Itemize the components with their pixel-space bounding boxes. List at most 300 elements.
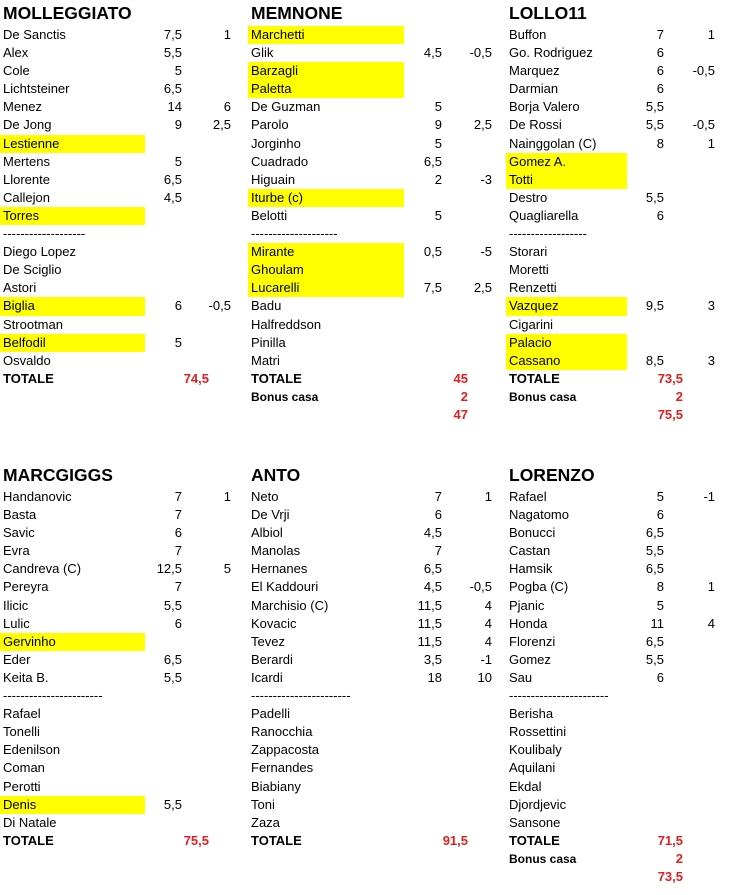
bonus-value: 2	[675, 850, 683, 866]
player-row	[248, 759, 498, 777]
player-row	[506, 116, 742, 134]
player-name: -------------------	[3, 226, 86, 242]
player-vote: 4,5	[163, 189, 182, 205]
player-vote: 8	[656, 135, 664, 151]
player-row	[506, 26, 742, 44]
player-vote: 6,5	[163, 651, 182, 667]
player-row	[248, 542, 498, 560]
total-value: 91,5	[442, 832, 468, 848]
player-row	[248, 687, 498, 705]
player-vote: 0,5	[423, 244, 442, 260]
player-row	[248, 153, 498, 171]
player-row	[0, 334, 250, 352]
team-name: MARCGIGGS	[3, 465, 113, 485]
player-name: Biabiany	[251, 778, 301, 794]
player-vote: 14	[167, 99, 182, 115]
player-row	[0, 189, 250, 207]
player-row	[0, 44, 250, 62]
player-name: Padelli	[251, 706, 291, 722]
bonus-row	[506, 388, 742, 406]
player-bonus: 4	[484, 633, 492, 649]
player-vote: 5	[656, 489, 664, 504]
player-row	[0, 705, 250, 723]
player-row	[0, 814, 250, 832]
total-value: 45	[453, 370, 468, 386]
player-vote: 6,5	[423, 153, 442, 169]
player-name: Berisha	[509, 706, 554, 722]
player-bonus: -1	[703, 489, 715, 504]
player-bonus: 1	[707, 579, 715, 595]
player-vote: 7,5	[423, 280, 442, 296]
player-name: Quagliarella	[509, 207, 579, 223]
player-vote: 8,5	[645, 352, 664, 368]
player-vote: 5	[174, 334, 182, 350]
player-row	[0, 153, 250, 171]
player-bonus: 1	[707, 27, 715, 42]
player-name: Go. Rodriguez	[509, 45, 593, 61]
final-total-row	[248, 406, 498, 424]
player-row	[0, 243, 250, 261]
player-row	[506, 524, 742, 542]
player-vote: 6	[174, 615, 182, 631]
player-row	[506, 189, 742, 207]
total-value: 74,5	[183, 370, 209, 386]
player-name: Zaza	[251, 814, 280, 830]
player-name: Savic	[3, 525, 35, 541]
player-name: Llorente	[3, 171, 50, 187]
player-name: Candreva (C)	[3, 561, 82, 577]
player-vote: 5	[434, 99, 442, 115]
player-name: Marchetti	[251, 27, 305, 42]
player-name: Ilicic	[3, 597, 29, 613]
player-row	[248, 814, 498, 832]
player-row	[506, 578, 742, 596]
player-name: Paletta	[251, 81, 292, 97]
final-total-row	[506, 406, 742, 424]
player-row	[0, 135, 250, 153]
player-row	[248, 279, 498, 297]
player-row	[0, 80, 250, 98]
player-name: El Kaddouri	[251, 579, 319, 595]
player-row	[506, 741, 742, 759]
total-label: TOTALE	[251, 832, 302, 848]
player-name: Ekdal	[509, 778, 542, 794]
total-label: TOTALE	[509, 370, 560, 386]
player-vote: 6,5	[423, 561, 442, 577]
player-row	[0, 651, 250, 669]
total-row	[0, 370, 250, 388]
player-row	[0, 796, 250, 814]
final-total-row	[506, 868, 742, 886]
player-name: Ranocchia	[251, 724, 313, 740]
player-vote: 5,5	[163, 796, 182, 812]
player-name: Fernandes	[251, 760, 314, 776]
player-name: Koulibaly	[509, 742, 562, 758]
player-row	[506, 171, 742, 189]
player-row	[248, 524, 498, 542]
player-vote: 5	[434, 135, 442, 151]
player-name: Gomez A.	[509, 153, 567, 169]
player-row	[506, 243, 742, 261]
player-name: Florenzi	[509, 633, 556, 649]
player-vote: 5,5	[645, 99, 664, 115]
player-vote: 6	[434, 507, 442, 523]
player-name: Toni	[251, 796, 275, 812]
player-row	[0, 98, 250, 116]
player-row	[248, 171, 498, 189]
player-name: Belotti	[251, 207, 288, 223]
player-name: Badu	[251, 298, 282, 314]
player-name: Di Natale	[3, 814, 57, 830]
player-vote: 6	[656, 81, 664, 97]
player-vote: 7	[434, 489, 442, 504]
player-row	[248, 80, 498, 98]
player-name: -----------------------	[509, 688, 609, 704]
player-row	[506, 633, 742, 651]
player-row	[0, 207, 250, 225]
player-row	[0, 225, 250, 243]
player-row	[248, 705, 498, 723]
player-row	[248, 741, 498, 759]
player-row	[0, 506, 250, 524]
player-row	[0, 560, 250, 578]
player-name: --------------------	[251, 226, 338, 242]
player-name: Callejon	[3, 189, 50, 205]
player-bonus: 5	[223, 561, 231, 577]
player-name: Renzetti	[509, 280, 557, 296]
player-row	[0, 352, 250, 370]
player-bonus: -0,5	[692, 63, 715, 79]
bonus-row	[506, 850, 742, 868]
player-name: De Rossi	[509, 117, 562, 133]
player-vote: 6	[656, 507, 664, 523]
player-row	[0, 279, 250, 297]
player-vote: 11,5	[417, 615, 442, 631]
player-name: De Jong	[3, 117, 52, 133]
player-bonus: -0,5	[692, 117, 715, 133]
player-bonus: 4	[484, 597, 492, 613]
player-name: Handanovic	[3, 489, 72, 504]
player-name: Ghoulam	[251, 262, 304, 278]
player-row	[506, 488, 742, 506]
player-bonus: 2,5	[212, 117, 231, 133]
player-bonus: 6	[223, 99, 231, 115]
player-name: De Vrji	[251, 507, 290, 523]
player-bonus: 1	[223, 27, 231, 42]
player-row	[0, 723, 250, 741]
player-name: Astori	[3, 280, 37, 296]
player-vote: 6	[656, 45, 664, 61]
player-name: Totti	[509, 171, 533, 187]
player-name: Marquez	[509, 63, 560, 79]
player-row	[506, 316, 742, 334]
player-row	[248, 560, 498, 578]
player-row	[0, 669, 250, 687]
player-row	[506, 796, 742, 814]
player-row	[0, 759, 250, 777]
player-row	[248, 651, 498, 669]
player-name: Aquilani	[509, 760, 556, 776]
player-bonus: -3	[480, 171, 492, 187]
player-name: Sansone	[509, 814, 561, 830]
player-name: Perotti	[3, 778, 41, 794]
player-row	[0, 116, 250, 134]
player-name: Coman	[3, 760, 45, 776]
player-row	[248, 334, 498, 352]
player-name: Pjanic	[509, 597, 545, 613]
player-vote: 5	[434, 207, 442, 223]
player-name: Matri	[251, 352, 280, 368]
player-name: Lucarelli	[251, 280, 300, 296]
player-vote: 5	[174, 63, 182, 79]
player-vote: 6,5	[645, 525, 664, 541]
player-name: Osvaldo	[3, 352, 51, 368]
player-name: Cole	[3, 63, 30, 79]
player-name: Lichtsteiner	[3, 81, 70, 97]
player-name: Djordjevic	[509, 796, 567, 812]
bonus-row	[248, 388, 498, 406]
player-name: Gervinho	[3, 633, 56, 649]
team-name: MEMNONE	[251, 3, 343, 23]
player-row	[0, 633, 250, 651]
total-label: TOTALE	[3, 370, 54, 386]
player-vote: 7	[174, 579, 182, 595]
player-row	[506, 297, 742, 315]
player-name: Keita B.	[3, 669, 49, 685]
player-row	[506, 261, 742, 279]
player-row	[506, 759, 742, 777]
player-vote: 6	[174, 298, 182, 314]
player-name: Jorginho	[251, 135, 301, 151]
player-bonus: -1	[480, 651, 492, 667]
total-row	[0, 832, 250, 850]
player-bonus: 1	[484, 489, 492, 504]
player-name: Rafael	[3, 706, 41, 722]
player-vote: 5,5	[645, 651, 664, 667]
player-name: Eder	[3, 651, 31, 667]
player-vote: 5	[174, 153, 182, 169]
player-row	[506, 560, 742, 578]
player-name: De Sciglio	[3, 262, 62, 278]
player-vote: 4,5	[423, 45, 442, 61]
player-name: Lulic	[3, 615, 30, 631]
final-total-value: 73,5	[657, 868, 683, 884]
player-row	[248, 26, 498, 44]
player-vote: 12,5	[156, 561, 182, 577]
player-vote: 4,5	[423, 579, 442, 595]
player-name: Castan	[509, 543, 551, 559]
player-name: -----------------------	[251, 688, 351, 704]
player-vote: 9	[434, 117, 442, 133]
player-name: Denis	[3, 796, 37, 812]
player-row	[0, 615, 250, 633]
team-name: LOLLO11	[509, 3, 587, 23]
player-row	[248, 225, 498, 243]
player-row	[506, 352, 742, 370]
bonus-value: 2	[460, 388, 468, 404]
player-vote: 7	[434, 543, 442, 559]
player-name: Evra	[3, 543, 30, 559]
player-vote: 8	[656, 579, 664, 595]
player-row	[248, 261, 498, 279]
player-name: Barzagli	[251, 63, 298, 79]
player-name: Parolo	[251, 117, 289, 133]
player-row	[506, 597, 742, 615]
player-bonus: 4	[484, 615, 492, 631]
team-name: MOLLEGGIATO	[3, 3, 132, 23]
player-row	[248, 615, 498, 633]
player-row	[506, 542, 742, 560]
player-name: Tevez	[251, 633, 285, 649]
player-vote: 9,5	[645, 298, 664, 314]
player-row	[506, 705, 742, 723]
total-value: 71,5	[657, 832, 683, 848]
player-row	[248, 243, 498, 261]
player-vote: 2	[434, 171, 442, 187]
player-vote: 5,5	[163, 597, 182, 613]
player-name: Menez	[3, 99, 43, 115]
player-vote: 7,5	[163, 27, 182, 42]
player-row	[506, 207, 742, 225]
player-name: Bonucci	[509, 525, 556, 541]
player-vote: 11,5	[417, 633, 442, 649]
bonus-label: Bonus casa	[509, 389, 577, 404]
player-row	[248, 597, 498, 615]
total-label: TOTALE	[3, 832, 54, 848]
player-vote: 4,5	[423, 525, 442, 541]
player-bonus: 3	[707, 352, 715, 368]
total-label: TOTALE	[251, 370, 302, 386]
player-name: Honda	[509, 615, 548, 631]
player-name: Sau	[509, 669, 533, 685]
player-row	[0, 297, 250, 315]
player-row	[506, 687, 742, 705]
player-name: Halfreddson	[251, 316, 322, 332]
player-vote: 5	[656, 597, 664, 613]
player-row	[248, 488, 498, 506]
player-name: Pereyra	[3, 579, 49, 595]
player-row	[248, 62, 498, 80]
player-name: Belfodil	[3, 334, 46, 350]
player-row	[0, 542, 250, 560]
player-list	[248, 488, 498, 850]
player-row	[0, 687, 250, 705]
player-name: Borja Valero	[509, 99, 580, 115]
player-row	[0, 524, 250, 542]
player-vote: 5,5	[645, 543, 664, 559]
player-vote: 6	[656, 669, 664, 685]
total-row	[506, 832, 742, 850]
player-row	[506, 651, 742, 669]
player-name: Moretti	[509, 262, 549, 278]
player-row	[506, 80, 742, 98]
player-vote: 6	[174, 525, 182, 541]
player-list	[248, 26, 498, 424]
total-row	[248, 832, 498, 850]
player-name: Mirante	[251, 244, 295, 260]
player-name: Torres	[3, 207, 40, 223]
player-vote: 11,5	[417, 597, 442, 613]
player-name: Zappacosta	[251, 742, 319, 758]
player-row	[248, 796, 498, 814]
player-name: Cigarini	[509, 316, 554, 332]
player-name: Kovacic	[251, 615, 297, 631]
player-name: Lestienne	[3, 135, 60, 151]
player-row	[248, 352, 498, 370]
player-row	[0, 261, 250, 279]
player-row	[0, 578, 250, 596]
player-bonus: 3	[707, 298, 715, 314]
player-name: Nainggolan (C)	[509, 135, 597, 151]
player-vote: 18	[427, 669, 442, 685]
total-value: 73,5	[657, 370, 683, 386]
player-list	[0, 488, 250, 850]
team-name: ANTO	[251, 465, 301, 485]
player-name: Biglia	[3, 298, 35, 314]
player-row	[248, 669, 498, 687]
player-name: Alex	[3, 45, 29, 61]
player-row	[0, 62, 250, 80]
player-row	[0, 171, 250, 189]
player-bonus: -0,5	[469, 579, 492, 595]
player-row	[506, 723, 742, 741]
player-name: -----------------------	[3, 688, 103, 704]
player-row	[248, 723, 498, 741]
player-row	[506, 62, 742, 80]
total-row	[506, 370, 742, 388]
player-vote: 7	[174, 489, 182, 504]
player-vote: 3,5	[423, 651, 442, 667]
player-vote: 7	[656, 27, 664, 42]
player-bonus: -0,5	[469, 45, 492, 61]
player-row	[248, 778, 498, 796]
player-list	[506, 488, 742, 886]
player-name: Destro	[509, 189, 548, 205]
player-name: Icardi	[251, 669, 283, 685]
player-name: Tonelli	[3, 724, 40, 740]
player-list	[506, 26, 742, 424]
player-vote: 5,5	[645, 189, 664, 205]
player-row	[248, 44, 498, 62]
player-name: Strootman	[3, 316, 63, 332]
final-total-value: 47	[453, 406, 468, 422]
player-name: De Guzman	[251, 99, 321, 115]
player-bonus: 1	[707, 135, 715, 151]
bonus-value: 2	[675, 388, 683, 404]
player-name: ------------------	[509, 226, 587, 242]
player-vote: 6,5	[645, 633, 664, 649]
player-vote: 6,5	[163, 81, 182, 97]
player-name: Pogba (C)	[509, 579, 569, 595]
player-row	[248, 297, 498, 315]
player-row	[506, 334, 742, 352]
player-row	[248, 189, 498, 207]
player-name: Darmian	[509, 81, 559, 97]
player-vote: 7	[174, 543, 182, 559]
player-row	[248, 207, 498, 225]
player-name: Basta	[3, 507, 37, 523]
player-row	[0, 741, 250, 759]
player-name: Rossettini	[509, 724, 567, 740]
player-name: Rafael	[509, 489, 547, 504]
player-name: Diego Lopez	[3, 244, 76, 260]
player-bonus: -5	[480, 244, 492, 260]
player-row	[0, 488, 250, 506]
player-vote: 5,5	[645, 117, 664, 133]
player-row	[0, 597, 250, 615]
player-vote: 6,5	[645, 561, 664, 577]
player-row	[506, 135, 742, 153]
